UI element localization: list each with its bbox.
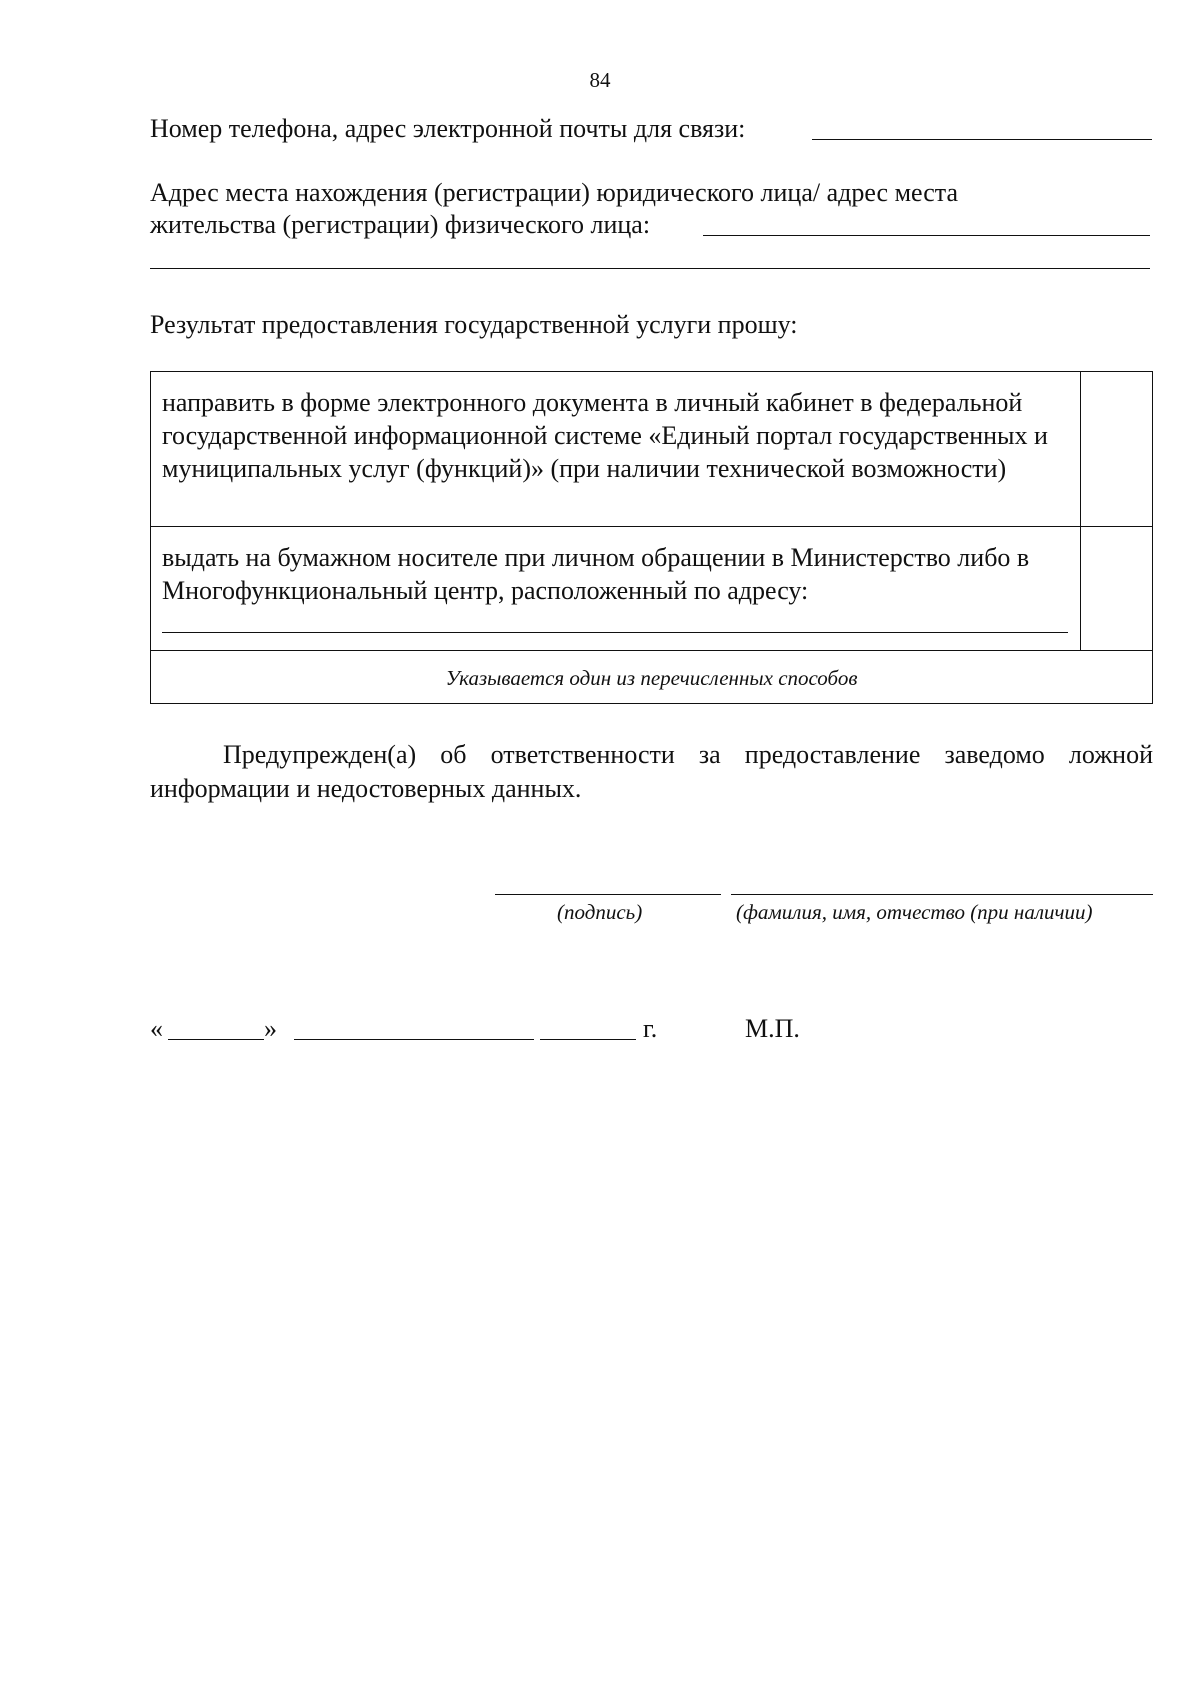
signature-caption: (подпись): [557, 900, 643, 924]
address-field-continuation[interactable]: [150, 268, 1150, 269]
option-electronic-checkbox[interactable]: [1082, 372, 1152, 527]
page-number: 84: [589, 68, 611, 92]
full-name-caption: (фамилия, имя, отчество (при наличии): [736, 900, 1093, 924]
signature-field[interactable]: [495, 894, 721, 895]
full-name-field[interactable]: [731, 894, 1153, 895]
option-paper-text: выдать на бумажном носителе при личном обращении в Министерство либо в Многофункциональный центр, расположенный по адресу:: [162, 543, 1030, 605]
date-close-quote: »: [264, 1014, 277, 1043]
result-heading: Результат предоставления государственной услуги прошу:: [150, 310, 798, 339]
date-open-quote: «: [150, 1014, 163, 1043]
stamp-placeholder: М.П.: [745, 1014, 800, 1043]
option-row-paper: [151, 527, 1152, 651]
paper-address-field[interactable]: [162, 632, 1068, 633]
year-suffix: г.: [643, 1014, 658, 1043]
note-row: [151, 651, 1152, 703]
address-label-line2: жительства (регистрации) физического лица:: [150, 210, 651, 239]
option-electronic-text: направить в форме электронного документа в личный кабинет в федеральной государственной информационной системе «Единый портал государственных и муниципальных услуг (функций)» (при наличии технической возможности): [162, 388, 1048, 483]
year-field[interactable]: [540, 1039, 636, 1040]
day-field[interactable]: [168, 1039, 264, 1040]
option-paper-checkbox[interactable]: [1082, 527, 1152, 651]
result-options-table: [150, 371, 1153, 704]
address-field[interactable]: [703, 235, 1150, 236]
options-note: Указывается один из перечисленных способов: [445, 666, 858, 690]
option-row-electronic: [151, 372, 1152, 527]
address-label-line1: Адрес места нахождения (регистрации) юридического лица/ адрес места: [150, 178, 958, 207]
contact-label: Номер телефона, адрес электронной почты для связи:: [150, 114, 746, 143]
table-column-divider: [1080, 372, 1081, 651]
contact-field[interactable]: [812, 139, 1152, 140]
month-field[interactable]: [294, 1039, 534, 1040]
liability-warning: Предупрежден(а) об ответственности за предоставление заведомо ложной информации и недостоверных данных.: [150, 740, 1153, 803]
